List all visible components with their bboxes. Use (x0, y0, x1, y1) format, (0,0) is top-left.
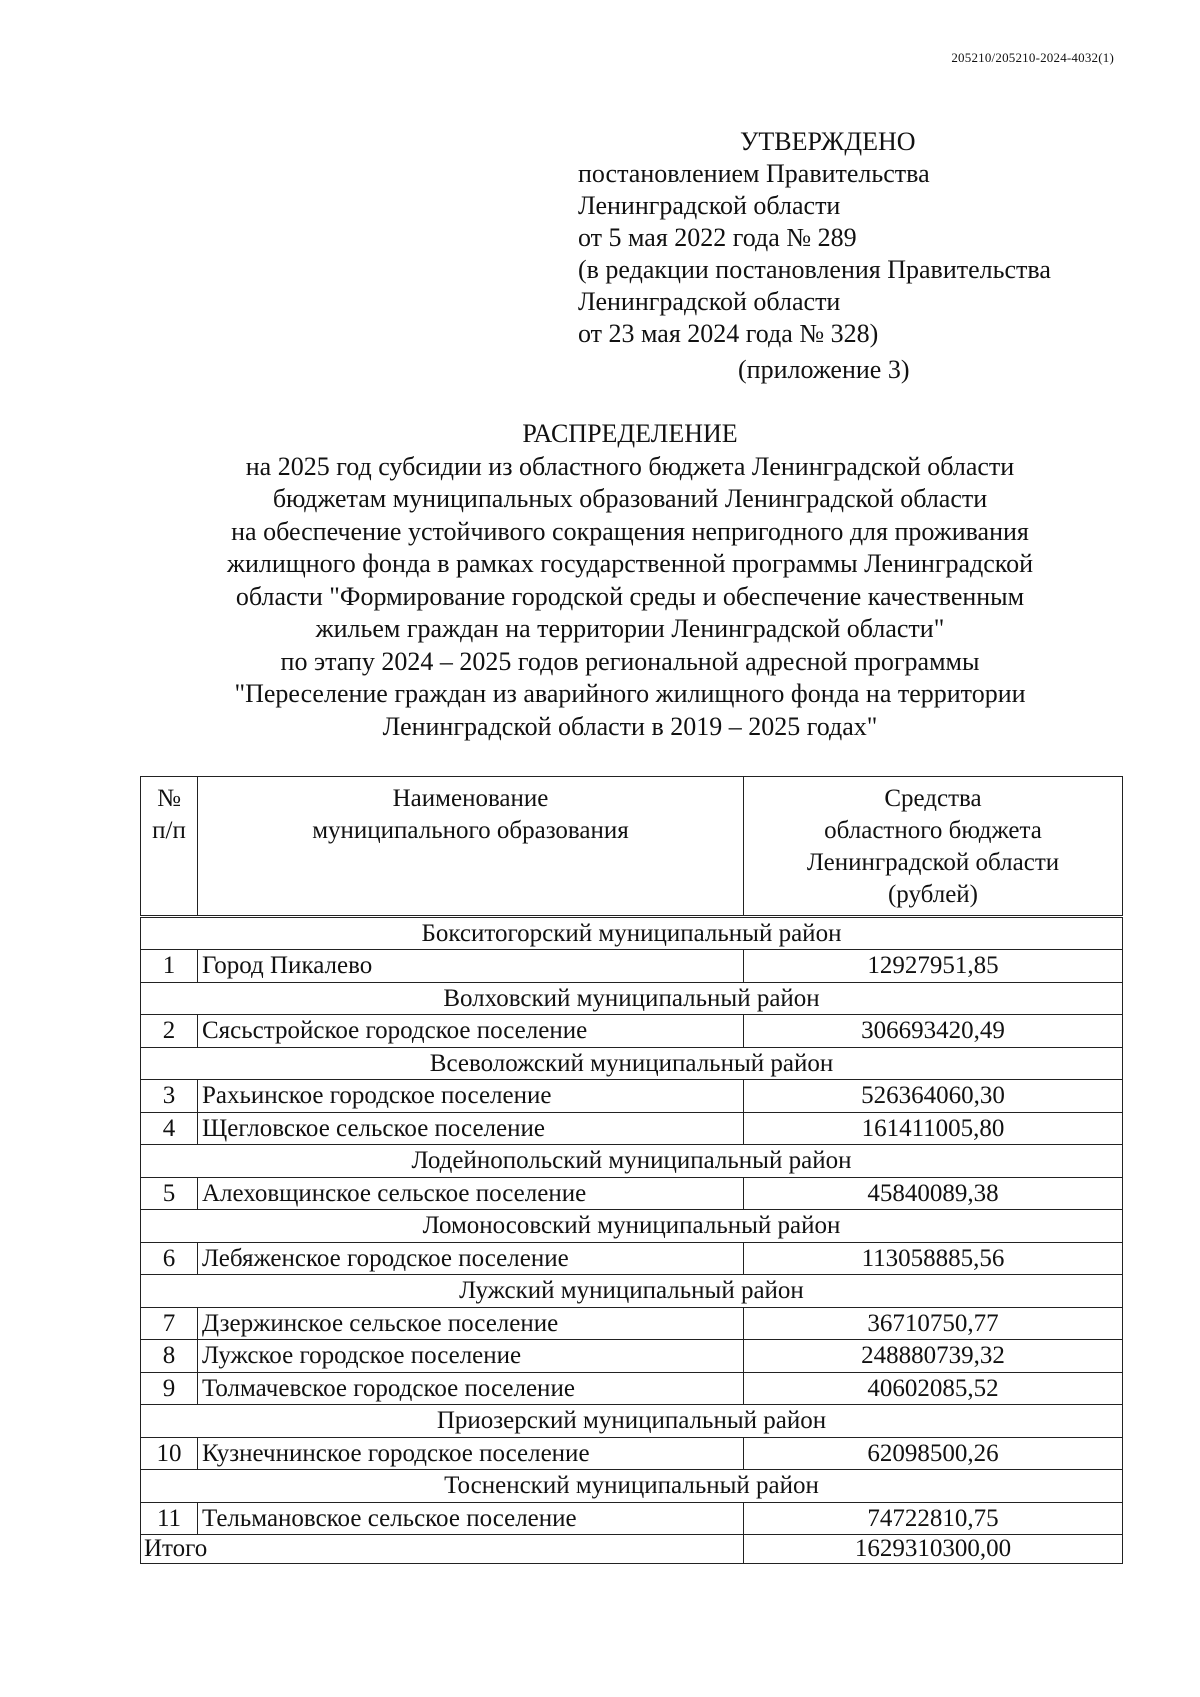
district-row (141, 1145, 1123, 1178)
row-amount: 40602085,52 (744, 1372, 1123, 1405)
header-amount-line: Средства (884, 785, 982, 812)
approval-line: от 5 мая 2022 года № 289 (578, 223, 857, 252)
title-line: жильем граждан на территории Ленинградской области" (315, 614, 945, 643)
municipality-name: Дзержинское сельское поселение (198, 1307, 744, 1340)
table-row (141, 1015, 1123, 1048)
municipality-name: Тельмановское сельское поселение (198, 1502, 744, 1535)
district-name: Тосненский муниципальный район (141, 1470, 1123, 1503)
row-amount: 74722810,75 (744, 1502, 1123, 1535)
header-number (141, 777, 198, 917)
table-row (141, 1340, 1123, 1373)
document-title (100, 418, 1160, 743)
header-number-line: п/п (152, 817, 186, 844)
row-amount: 306693420,49 (744, 1015, 1123, 1048)
table-row (141, 1112, 1123, 1145)
row-number: 1 (141, 950, 198, 983)
approval-line: Ленинградской области (578, 191, 841, 220)
header-amount-line: Ленинградской области (806, 849, 1060, 876)
row-amount: 62098500,26 (744, 1437, 1123, 1470)
row-amount: 36710750,77 (744, 1307, 1123, 1340)
title-line: на обеспечение устойчивого сокращения непригодного для проживания (231, 516, 1029, 546)
district-row (141, 1047, 1123, 1080)
row-number: 10 (141, 1437, 198, 1470)
municipality-name: Лебяженское городское поселение (198, 1242, 744, 1275)
municipality-name: Лужское городское поселение (198, 1340, 744, 1373)
title-line: бюджетам муниципальных образований Ленинградской области (272, 484, 988, 513)
table-header (141, 777, 1123, 917)
row-number: 8 (141, 1340, 198, 1373)
district-name: Приозерский муниципальный район (141, 1405, 1123, 1438)
approval-line: Ленинградской области (578, 287, 841, 316)
table-row (141, 1372, 1123, 1405)
total-row (141, 1535, 1123, 1564)
header-name-line: муниципального образования (312, 817, 629, 844)
row-number: 2 (141, 1015, 198, 1048)
approval-line: (в редакции постановления Правительства (578, 255, 1051, 284)
district-name: Ломоносовский муниципальный район (141, 1210, 1123, 1243)
row-number: 4 (141, 1112, 198, 1145)
row-amount: 113058885,56 (744, 1242, 1123, 1275)
distribution-table (140, 776, 1123, 1564)
approval-line: постановлением Правительства (578, 159, 930, 188)
title-line: Ленинградской области в 2019 – 2025 годах" (382, 711, 878, 741)
district-row (141, 1210, 1123, 1243)
header-amount-line: областного бюджета (824, 817, 1042, 844)
district-row (141, 1405, 1123, 1438)
row-number: 5 (141, 1177, 198, 1210)
row-amount: 45840089,38 (744, 1177, 1123, 1210)
table-row (141, 1242, 1123, 1275)
row-amount: 526364060,30 (744, 1080, 1123, 1113)
district-row (141, 1275, 1123, 1308)
total-amount: 1629310300,00 (744, 1535, 1123, 1564)
row-number: 9 (141, 1372, 198, 1405)
table-row (141, 1177, 1123, 1210)
title-line: по этапу 2024 – 2025 годов региональной адресной программы (280, 646, 980, 676)
table-row (141, 1437, 1123, 1470)
district-name: Бокситогорский муниципальный район (141, 917, 1123, 950)
row-number: 7 (141, 1307, 198, 1340)
municipality-name: Кузнечнинское городское поселение (198, 1437, 744, 1470)
row-amount: 248880739,32 (744, 1340, 1123, 1373)
header-number-line: № (157, 785, 181, 812)
header-name-line: Наименование (392, 785, 549, 812)
district-name: Волховский муниципальный район (141, 982, 1123, 1015)
row-amount: 161411005,80 (744, 1112, 1123, 1145)
approval-line: от 23 мая 2024 года № 328) (578, 319, 879, 348)
municipality-name: Рахьинское городское поселение (198, 1080, 744, 1113)
municipality-name: Щегловское сельское поселение (198, 1112, 744, 1145)
municipality-name: Алеховщинское сельское поселение (198, 1177, 744, 1210)
municipality-name: Толмачевское городское поселение (198, 1372, 744, 1405)
district-name: Лужский муниципальный район (141, 1275, 1123, 1308)
title-line: на 2025 год субсидии из областного бюджета Ленинградской области (245, 451, 1015, 481)
approval-heading: УТВЕРЖДЕНО (740, 127, 916, 156)
row-number: 6 (141, 1242, 198, 1275)
district-row (141, 982, 1123, 1015)
table-row (141, 1307, 1123, 1340)
title-heading: РАСПРЕДЕЛЕНИЕ (522, 419, 738, 448)
header-amount-line: (рублей) (887, 881, 979, 908)
municipality-name: Город Пикалево (198, 950, 744, 983)
table-row (141, 950, 1123, 983)
district-name: Лодейнопольский муниципальный район (141, 1145, 1123, 1178)
district-row (141, 1470, 1123, 1503)
title-line: жилищного фонда в рамках государственной программы Ленинградской (226, 549, 1034, 578)
table-row (141, 1080, 1123, 1113)
table-row (141, 1502, 1123, 1535)
total-label: Итого (141, 1535, 744, 1564)
row-number: 3 (141, 1080, 198, 1113)
header-amount (744, 777, 1123, 917)
district-name: Всеволожский муниципальный район (141, 1047, 1123, 1080)
title-line: области "Формирование городской среды и обеспечение качественным (235, 581, 1025, 611)
table-body (141, 917, 1123, 1535)
row-number: 11 (141, 1502, 198, 1535)
row-amount: 12927951,85 (744, 950, 1123, 983)
district-row (141, 917, 1123, 950)
document-number: 205210/205210-2024-4032(1) (951, 50, 1114, 65)
header-name (198, 777, 744, 917)
municipality-name: Сясьстройское городское поселение (198, 1015, 744, 1048)
appendix-label: (приложение 3) (738, 355, 910, 384)
title-line: "Переселение граждан из аварийного жилищного фонда на территории (234, 679, 1026, 708)
approval-block (578, 126, 1051, 386)
